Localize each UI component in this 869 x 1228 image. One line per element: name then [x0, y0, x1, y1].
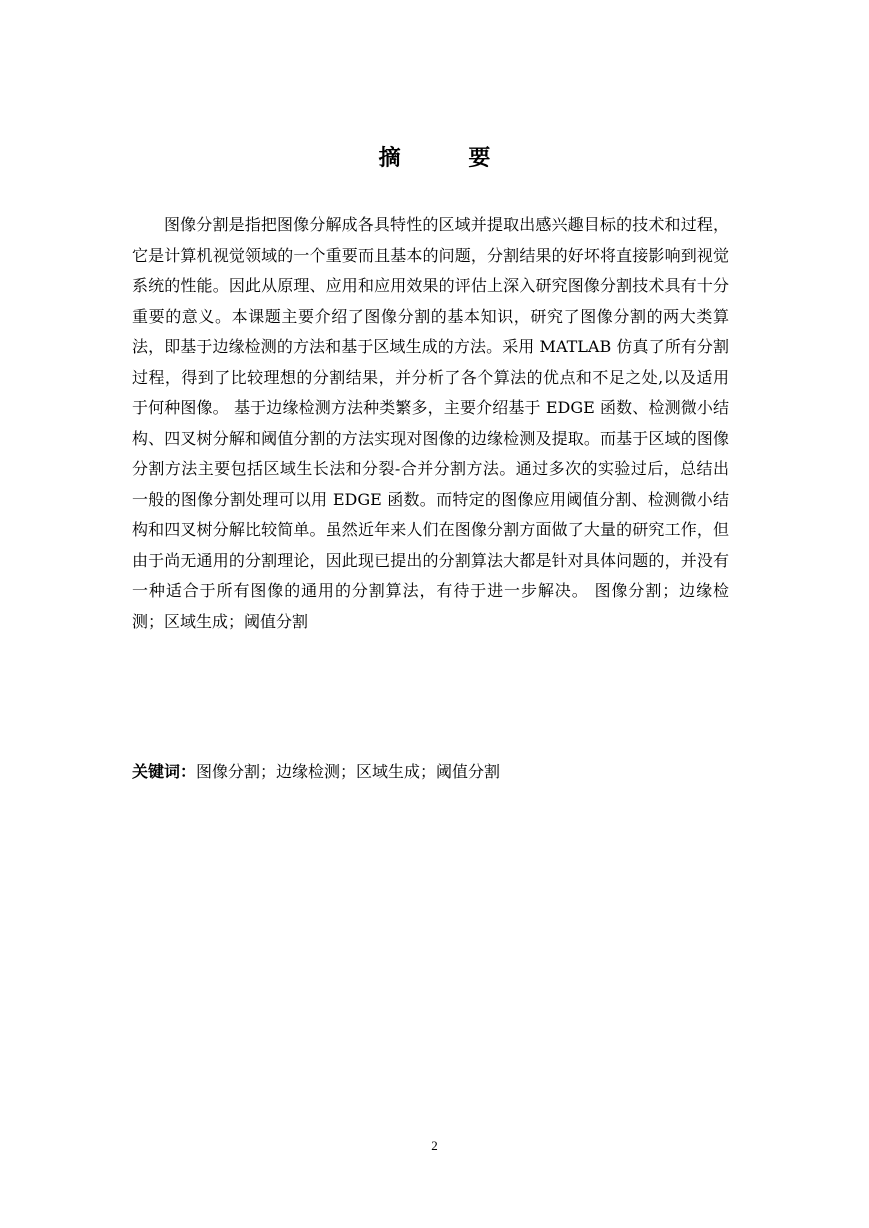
page-title: 摘 要	[378, 146, 521, 171]
abstract-paragraph: 图像分割是指把图像分解成各具特性的区域并提取出感兴趣目标的技术和过程，它是计算机视觉领域的一个重要而且基本的问题，分割结果的好坏将直接影响到视觉系统的性能。因此从原理、应用和应用效果的评估上深入研究图像分割技术具有十分重要的意义。本课题主要介绍了图像分割的基本知识，研究了图像分割的两大类算法，即基于边缘检测的方法和基于区域生成的方法。采用 MATLAB 仿真了所有分割过程，得到了比较理想的分割结果，并分析了各个算法的优点和不足之处,以及适用于何种图像。 基于边缘检测方法种类繁多，主要介绍基于 EDGE 函数、检测微小结构、四叉树分解和阈值分割的方法实现对图像的边缘检测及提取。而基于区域的图像分割方法主要包括区域生长法和分裂-合并分割方法。通过多次的实验过后，总结出一般的图像分割处理可以用 EDGE 函数。而特定的图像应用阈值分割、检测微小结构和四叉树分解比较简单。虽然近年来人们在图像分割方面做了大量的研究工作，但由于尚无通用的分割理论，因此现已提出的分割算法大都是针对具体问题的，并没有一种适合于所有图像的通用的分割算法，有待于进一步解决。 图像分割；边缘检测；区域生成；阈值分割	[132, 215, 729, 631]
page-number: 2	[431, 1138, 438, 1153]
keywords-line	[132, 758, 729, 786]
keywords-value: 图像分割；边缘检测；区域生成；阈值分割	[196, 762, 501, 781]
keywords-label: 关键词：	[132, 762, 197, 781]
